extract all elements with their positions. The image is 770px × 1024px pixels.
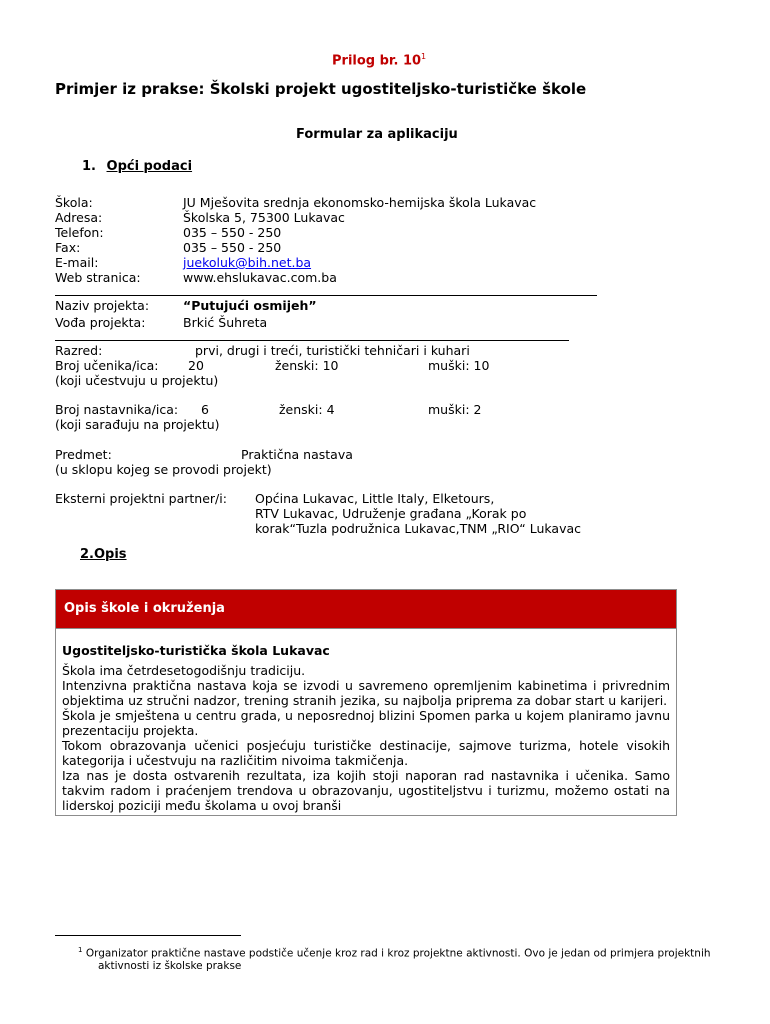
page-title: Primjer iz prakse: Školski projekt ugostiteljsko-turističke škole [55,80,587,98]
section2-heading: 2.Opis [80,547,127,562]
students-value: 20 [188,358,204,373]
teachers-label: Broj nastavnika/ica: [55,402,179,417]
lead-label: Vođa projekta: [55,315,146,330]
web-value: www.ehslukavac.com.ba [183,270,337,285]
footnote-mark: 1 [78,946,83,954]
box-header: Opis škole i okruženja [56,590,676,628]
box-title: Ugostiteljsko-turistička škola Lukavac [62,643,330,658]
email-label: E-mail: [55,255,99,270]
section1-heading [82,159,192,174]
footnote-line-2: aktivnosti iz školske prakse [98,960,242,972]
students-note: (koji učestvuju u projektu) [55,373,219,388]
subject-value: Praktična nastava [241,447,353,462]
paragraph: Intenzivna praktična nastava koja se izvodi u savremeno opremljenim kabinetima i privrednim objektima uz stručni nadzor, trening stranih jezika, su najbolja priprema za dobar start u karijeri. [62,678,670,708]
students-female: ženski: 10 [275,358,339,373]
partners-line-1: Općina Lukavac, Little Italy, Elketours, [255,491,495,506]
footnote-line-1: Organizator praktične nastave podstiče učenje kroz rad i kroz projektne aktivnosti. Ovo je jedan od primjera projektnih [85,947,711,960]
annex-label [332,52,426,68]
description-box [55,589,677,816]
school-label: Škola: [55,195,93,210]
teachers-male: muški: 2 [428,402,482,417]
phone-label: Telefon: [55,225,104,240]
partners-label: Eksterni projektni partner/i: [55,491,227,506]
form-title: Formular za aplikaciju [296,127,458,142]
partners-line-2: RTV Lukavac, Udruženje građana „Korak po [255,506,527,521]
grade-value: prvi, drugi i treći, turistički tehničari i kuhari [195,343,470,358]
grade-label: Razred: [55,343,103,358]
divider [55,340,569,341]
fax-label: Fax: [55,240,81,255]
students-male: muški: 10 [428,358,490,373]
address-value: Školska 5, 75300 Lukavac [183,210,345,225]
paragraph: Tokom obrazovanja učenici posjećuju turističke destinacije, sajmove turizma, hotele visokih kategorija i učestvuju na različitim nivoima takmičenja. [62,738,670,768]
fax-value: 035 – 550 - 250 [183,240,282,255]
section1-number: 1. [82,159,96,174]
students-label: Broj učenika/ica: [55,358,159,373]
footnote-rule [55,935,241,936]
annex-text: Prilog br. 10 [332,53,422,69]
box-body [56,628,676,815]
teachers-value: 6 [201,402,209,417]
subject-note: (u sklopu kojeg se provodi projekt) [55,462,272,477]
paragraph: Škola je smještena u centru grada, u neposrednoj blizini Spomen parka u kojem planiramo javnu prezentaciju projekta. [62,708,670,738]
project-label: Naziv projekta: [55,298,150,313]
address-label: Adresa: [55,210,103,225]
subject-label: Predmet: [55,447,112,462]
lead-value: Brkić Šuhreta [183,315,268,330]
section1-title: Opći podaci [106,159,193,174]
divider [55,295,597,296]
school-value: JU Mješovita srednja ekonomsko-hemijska škola Lukavac [183,195,537,210]
footnote-ref[interactable]: 1 [421,52,427,61]
web-label: Web stranica: [55,270,141,285]
teachers-female: ženski: 4 [279,402,335,417]
partners-line-3: korak“Tuzla podružnica Lukavac,TNM „RIO“ Lukavac [255,521,582,536]
email-link[interactable]: juekoluk@bih.net.ba [183,255,312,270]
phone-value: 035 – 550 - 250 [183,225,282,240]
teachers-note: (koji sarađuju na projektu) [55,417,220,432]
project-value: “Putujući osmijeh” [183,298,317,313]
paragraph: Iza nas je dosta ostvarenih rezultata, iza kojih stoji naporan rad nastavnika i učenika. Samo takvim radom i praćenjem trendova u obrazovanju, ugostiteljstvu i turizmu, možemo ostati na liderskoj poziciji među školama u ovoj branši [62,768,670,813]
paragraph: Škola ima četrdesetogodišnju tradiciju. [62,663,306,678]
